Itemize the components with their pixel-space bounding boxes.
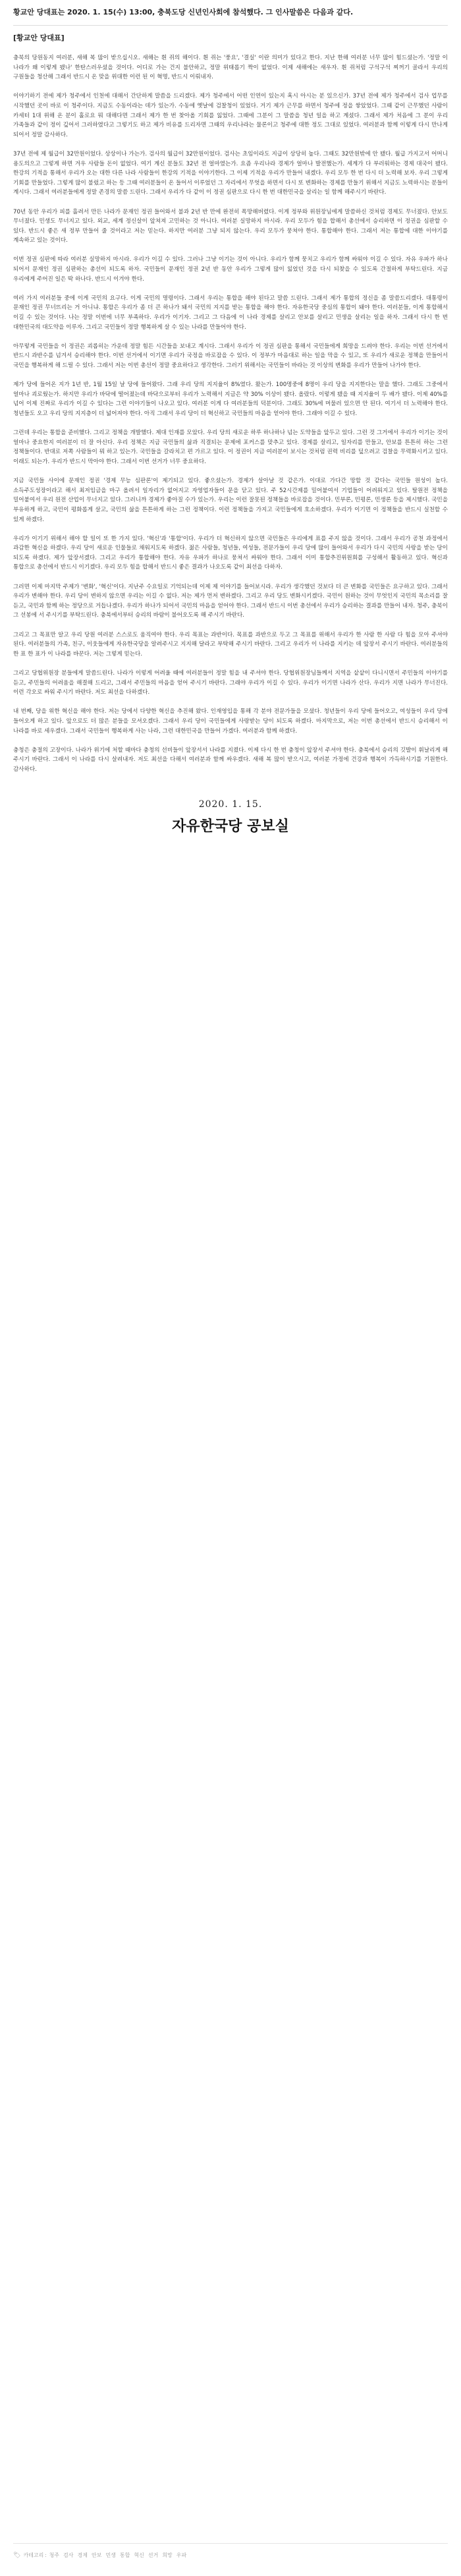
tag-icon: 🏷 (13, 2552, 21, 2558)
divider (13, 25, 448, 26)
speech-paragraph: 그러면 이제 마지막 주제가 '변화', '혁신'이다. 지난주 수요일로 기억되는데 이제 제 이야기를 들어보시라. 우리가 생각했던 것보다 더 큰 변화를 국민들은 요구하고 있다. 그래서 우리가 변해야 한다. 우리 당이 변하지 않으면 우리는 이길 수 없다. 저는 제가 먼저 변하겠다. 그리고 우리 당도 변화시키겠다. 국민이 원하는 것이 무엇인지 국민의 목소리를 잘 듣고, 국민과 함께 하는 정당으로 거듭나겠다. 우리가 하나가 되어서 국민의 마음을 얻어야 한다. 그래서 반드시 이번 총선에서 우리가 승리하는 결과를 만들어 내자. 청주, 충북이 그 선봉에 서 주시기를 부탁드린다. 충북에서부터 승리의 바람이 불어오도록 해 주시기 바란다. (13, 583, 448, 619)
category-tag[interactable]: 안보 (91, 2552, 102, 2558)
intro-summary: 황교안 당대표는 2020. 1. 15(수) 13:00, 충북도당 신년인사회에 참석했다. 그 인사말씀은 다음과 같다. (13, 8, 354, 16)
speech-paragraph: 아무렇게 국민들을 이 정권은 괴롭히는 가운데 정말 힘든 시간들을 보내고 계시다. 그래서 우리가 이 정권 심판을 통해서 국민들에게 희망을 드려야 한다. 우리는 이번 선거에서 반드시 과반수를 넘겨서 승리해야 한다. 이번 선거에서 이기면 우리가 국정을 바로잡을 수 있다. 이 정부가 마음대로 하는 일을 막을 수 있고, 또 우리가 새로운 정책을 만들어서 국민을 행복하게 해 드릴 수 있다. 그래서 저는 이번 총선이 정말 중요하다고 생각한다. 그러기 위해서는 국민들이 바라는 것 이상의 변화를 우리가 만들어 나가야 한다. (13, 343, 448, 369)
category-tag[interactable]: 민생 (105, 2552, 116, 2558)
speaker-label: [황교안 당대표] (13, 34, 65, 42)
speech-paragraph: 그리고 그 목표만 알고 우리 당원 여러분 스스로도 움직여야 한다. 우리 목표는 과반이다. 목표를 과반으로 두고 그 목표를 위해서 우리가 한 사람 한 사람 다 힘을 모아 주셔야 된다. 여러분들의 가족, 친구, 이웃들에게 자유한국당을 알려주시고 지지해 달라고 부탁해 주시기 바란다. 그리고 우리가 이 나라를 지키는 데 앞장서 주시기 바란다. 여러분들의 한 표 한 표가 이 나라를 바꾼다. 저는 그렇게 믿는다. (13, 631, 448, 658)
issuing-office: 자유한국당 공보실 (172, 818, 289, 835)
speech-paragraph: 이번 정권 심판에 따라 여러분 실망하지 마시라. 우리가 이길 수 있다. 그러나 그냥 이기는 것이 아니다. 우리가 함께 뭉치고 우리가 함께 싸워야 이길 수 있다. 자유 우파가 하나 되어서 문재인 정권 심판하는 총선이 되도록 하자. 국민들이 문재인 정권 2년 반 동안 우리가 그렇게 많이 잃었던 것을 다시 되찾을 수 있도록 간절하게 부탁드린다. 지금 우리에게 주어진 일은 딱 하나다. 반드시 이겨야 한다. (13, 256, 448, 283)
speech-paragraph: 내 번째, 당을 위한 혁신을 해야 한다. 저는 당에서 다양한 혁신을 추진해 왔다. 인재영입을 통해 각 분야 전문가들을 모셨다. 청년들이 우리 당에 들어오고, 여성들이 우리 당에 들어오게 하고 있다. 앞으로도 더 많은 분들을 모셔오겠다. 그래서 우리 당이 국민들에게 사랑받는 당이 되도록 하겠다. 마지막으로, 저는 이번 총선에서 반드시 승리해서 이 나라를 바로 세우겠다. 그래서 국민들이 행복하게 사는 나라, 그런 대한민국을 만들어 가겠다. 여러분과 함께 하겠다. (13, 708, 448, 735)
speech-paragraph: 이야기하기 전에 제가 청주에서 인천에 대해서 간단하게 말씀을 드리겠다. 제가 청주에서 어떤 인연이 있는지 혹시 아시는 분 있으신가. 37년 전에 제가 청주에서 검사 업무를 시작했던 곳이 바로 이 청주이다. 지금도 수동이라는 데가 있는가. 수동에 옛날에 검찰청이 있었다. 거기 제가 근무를 하면서 청주에 정을 쌓았었다. 그때 같이 근무했던 사람이 카세터 1대 위해 온 분이 홀로요 뭐 대해다면 그래서 제가 한 번 찾아올 기회를 잃었다. 그때에 그분이 그 말씀을 청년 일을 하고 계셨다. 그래서 제가 처음에 그 분이 우리 가족들과 같이 정이 깊어서 그러하였다고 그렇기도 하고 제가 비유를 드리자면 그때의 우리나라는 물론이고 청주에 대한 정도 그대로 있었다. 여러분과 함께 이렇게 다시 만나게 되어서 정말 감사하다. (13, 93, 448, 138)
category-label: 카테고리 : (23, 2552, 47, 2558)
speech-paragraph: 우리가 이기기 위해서 해야 할 일이 또 한 가지 있다. '혁신'과 '통합'이다. 우리가 더 혁신하지 않으면 국민들은 우리에게 표를 주지 않을 것이다. 그래서 우리가 공천 과정에서 과감한 혁신을 하겠다. 우리 당이 새로운 인물들로 채워지도록 하겠다. 젊은 사람들, 청년들, 여성들, 전문가들이 우리 당에 많이 들어와서 우리가 다시 국민의 사랑을 받는 당이 되도록 하겠다. 제가 앞장서겠다. 그리고 우리가 통합해야 한다. 자유 우파가 하나로 뭉쳐서 싸워야 한다. 그래서 이미 통합추진위원회를 구성해서 활동하고 있다. 혁신과 통합으로 총선에서 반드시 이기겠다. 우리 모두 힘을 합해서 반드시 좋은 결과가 나오도록 같이 최선을 다하자. (13, 535, 448, 571)
signature-block (13, 797, 448, 837)
speech-paragraph: 충북의 당원동지 여러분, 새해 복 많이 받으십시오. 새해는 흰 쥐의 해이다. 흰 쥐는 '풍요', '결실' 이란 의미가 있다고 한다. 지난 한해 여러분 너무 많이 힘드셨는가. '정말 이 나라가 왜 이렇게 됐나' 한탄스러우셨을 것이다. 어디로 가는 건지 불안하고, 정말 위태롭기 짝이 없었다. 이제 새해에는 새우자. 흰 쥐처럼 구석구석 찌꺼기 골라서 우리의 구원들을 청산해 그래서 반드시 온 맞을 위대한 이런 된 이 혁명, 반드시 이뤄내자. (13, 55, 448, 81)
release-date: 2020. 1. 15. (198, 798, 263, 810)
category-tag[interactable]: 검사 (63, 2552, 74, 2558)
speech-paragraph: 그리고 당협위원장 분들에게 말씀드린다. 나라가 이렇게 어려울 때에 여러분들이 정말 힘을 내 주셔야 한다. 당협위원장님들께서 지역을 샅샅이 다니시면서 주민들의 이야기를 듣고, 주민들의 어려움을 해결해 드리고, 그래서 주민들의 마음을 얻어 주시기 바란다. 그래야 우리가 이길 수 있다. 우리가 이기면 나라가 산다. 우리가 지면 나라가 무너진다. 이런 각오로 싸워 주시기 바란다. 저도 최선을 다하겠다. (13, 670, 448, 696)
category-tag[interactable]: 선거 (148, 2552, 159, 2558)
speech-paragraph: 충청은 충절의 고장이다. 나라가 위기에 처할 때마다 충청의 선비들이 앞장서서 나라를 지켰다. 이제 다시 한 번 충청이 앞장서 주셔야 한다. 충북에서 승리의 깃발이 휘날리게 해 주시기 바란다. 그래서 이 나라를 다시 살려내자. 저도 최선을 다해서 여러분과 함께 싸우겠다. 새해 복 많이 받으시고, 여러분 가정에 건강과 행복이 가득하시기를 기원한다. 감사하다. (13, 746, 448, 773)
category-tag[interactable]: 통합 (119, 2552, 130, 2558)
category-tag[interactable]: 희망 (162, 2552, 173, 2558)
speech-paragraph: 지금 국민들 사이에 문재인 정권 '경제 무능 심판론'이 제기되고 있다. 좋으셨는가. 경제가 살아날 것 같은가. 이대로 가다간 망할 것 같다는 국민들 원성이 높다. 소득주도성장이라고 해서 최저임금을 마구 올려서 일자리가 없어지고 자영업자들이 문을 닫고 있다. 주 52시간제를 밀어붙여서 기업들이 어려워지고 있다. 탈원전 정책을 밀어붙여서 우리 원전 산업이 무너지고 있다. 그러니까 경제가 좋아질 수가 있는가. 우리는 이런 잘못된 정책들을 바로잡을 것이다. 민부론, 민평론, 민생론 등을 제시했다. 국민을 부유하게 하고, 국민이 평화롭게 살고, 국민의 삶을 튼튼하게 하는 그런 정책이다. 이런 정책들을 가지고 국민들에게 호소하겠다. 우리가 이기면 이 정책들을 반드시 실천할 수 있게 하겠다. (13, 478, 448, 523)
category-tag[interactable]: 경제 (77, 2552, 88, 2558)
category-tag[interactable]: 청주 (49, 2552, 60, 2558)
category-tag[interactable]: 혁신 (134, 2552, 144, 2558)
category-tag[interactable]: 우파 (176, 2552, 187, 2558)
speech-paragraph: 여러 가지 여러분들 중에 이게 국민의 요구다. 이게 국민의 명령이다. 그래서 우리는 통합을 해야 된다고 말씀 드린다. 그래서 제가 통합의 정신을 좀 말씀드리겠다. 대통령이 문재인 정권 무너뜨리는 거 아니냐. 통합은 우리가 좀 더 큰 하나가 돼서 국민의 지지를 받는 통합을 해야 한다. 자유한국당 중심의 통합이 돼야 한다. 여러분들, 이게 통합해서 이길 수 있는 것이다. 나는 정말 이번에 너무 부족하다. 우리가 이기자. 그리고 그 다음에 이 나라 경제를 살리고 안보를 살리고 민생을 살리는 일을 하자. 그래서 다시 한 번 대한민국의 대도약을 이루자. 그리고 국민들이 정말 행복하게 살 수 있는 나라를 만들어야 한다. (13, 294, 448, 331)
speech-paragraph: 37년 전에 제 월급이 32만원이었다. 상상이나 가는가. 검사의 월급이 32만원이었다. 검사는 초임이라도 지급이 상당히 높다. 그때도 32만원밖에 안 됐다. 월급 가지고서 어머니 용도의으고 그렇게 하면 겨우 사람들 돈이 없었다. 여기 계신 분들도 32년 전 얼마였는가. 요즘 우리나라 경제가 얼마나 발전했는가. 세계가 다 부러워하는 경제 대국이 됐다. 한강의 기적을 통해서 우리가 오는 대한 다른 나라 사람들이 한강의 기적을 이야기한다. 그 이제 기적을 우리가 만들어 내겠다. 우리 모두 한 번 다시 더 노력해 보자. 우리 그렇게 기회를 만들었다. 그렇게 많이 불렀고 하는 등 그때 여러분들이 온 들어서 이루었던 그 자리에서 무엇을 하면서 다시 또 변화하는 경제를 만들기 위해서 지금도 노력하시는 분들이 계시다. 그래서 여러분들에게 정말 존경의 말씀 드린다. 그래서 우리가 다 같이 이 정권 심판으로 다시 한 번 대한민국을 살리는 일 함께 해주시기 바란다. (13, 150, 448, 196)
speech-paragraph: 70년 동안 우리가 피를 흘려서 만든 나라가 문재인 정권 들어와서 불과 2년 반 만에 완전히 폭망해버렸다. 이게 정부와 위원장님에게 말씀하신 것처럼 경제도 무너졌다. 안보도 무너졌다. 민생도 무너지고 있다. 외교, 세계 정신살이 앞쳐져 고민하는 것 아니다. 여러분 실망하지 마시라. 우리 모두가 힘을 합해서 총선에서 승리하면 이 정권을 심판할 수 있다. 반드시 좋은 새 정부 만들어 줄 것이라고 저는 믿는다. 하지만 여러분 그냥 되지 않는다. 우리 모두가 뭉쳐야 한다. 통합해야 한다. 그래서 저는 통합에 대한 이야기를 계속하고 있는 것이다. (13, 208, 448, 244)
speech-body (13, 53, 448, 775)
speech-paragraph: 제가 당에 들어온 지가 1년 반, 1월 15일 날 당에 들어왔다. 그래 우리 당의 지지율이 8%였다. 왔는가. 100명중에 8명이 우리 당을 지지한다는 말을 했다. 그래도 그중에서 얼마나 괴로웠는가. 하지만 우리가 바닥에 떨어졌는데 바닥으로부터 우리가 노력해서 지금은 약 30% 이상이 됐다. 올랐다. 이렇게 됐을 때 지지율이 두 배가 됐다. 이제 40%를 넘어 이제 진짜로 우리가 이길 수 있다는 그런 이야기들이 나오고 있다. 여러분 이게 다 여러분들의 덕분이다. 그래도 30%에 머물러 있으면 안 된다. 여기서 더 노력해야 한다. 청년들도 오고 우리 당의 지지층이 더 넓어져야 한다. 아직 그래서 우리 당이 더 혁신하고 국민들의 마음을 얻어야 한다. 그래야 이길 수 있다. (13, 381, 448, 417)
speech-paragraph: 그런데 우리는 통합을 준비했다. 그리고 정책을 개발했다. 제대 인재를 모았다. 우리 당의 새로운 하루 하나하나 넘는 도약들을 앞두고 있다. 그런 것 그거에서 우리가 이기는 것이 얼마나 중요한지 여러분이 더 잘 아신다. 우리 정책은 지금 국민들의 삶과 직결되는 문제에 포커스를 맞추고 있다. 경제를 살리고, 일자리를 만들고, 안보를 튼튼히 하는 그런 정책들이다. 반대로 저쪽 사람들이 뭐 하고 있는가. 국민들을 갈라치고 편 가르고 있다. 이 정권이 지금 여러분이 보시는 것처럼 권력 비리를 덮으려고 검찰을 무력화시키고 있다. 이래도 되는가. 우리가 반드시 막아야 한다. 그래서 이번 선거가 너무 중요하다. (13, 430, 448, 465)
category-footer (13, 2543, 448, 2559)
